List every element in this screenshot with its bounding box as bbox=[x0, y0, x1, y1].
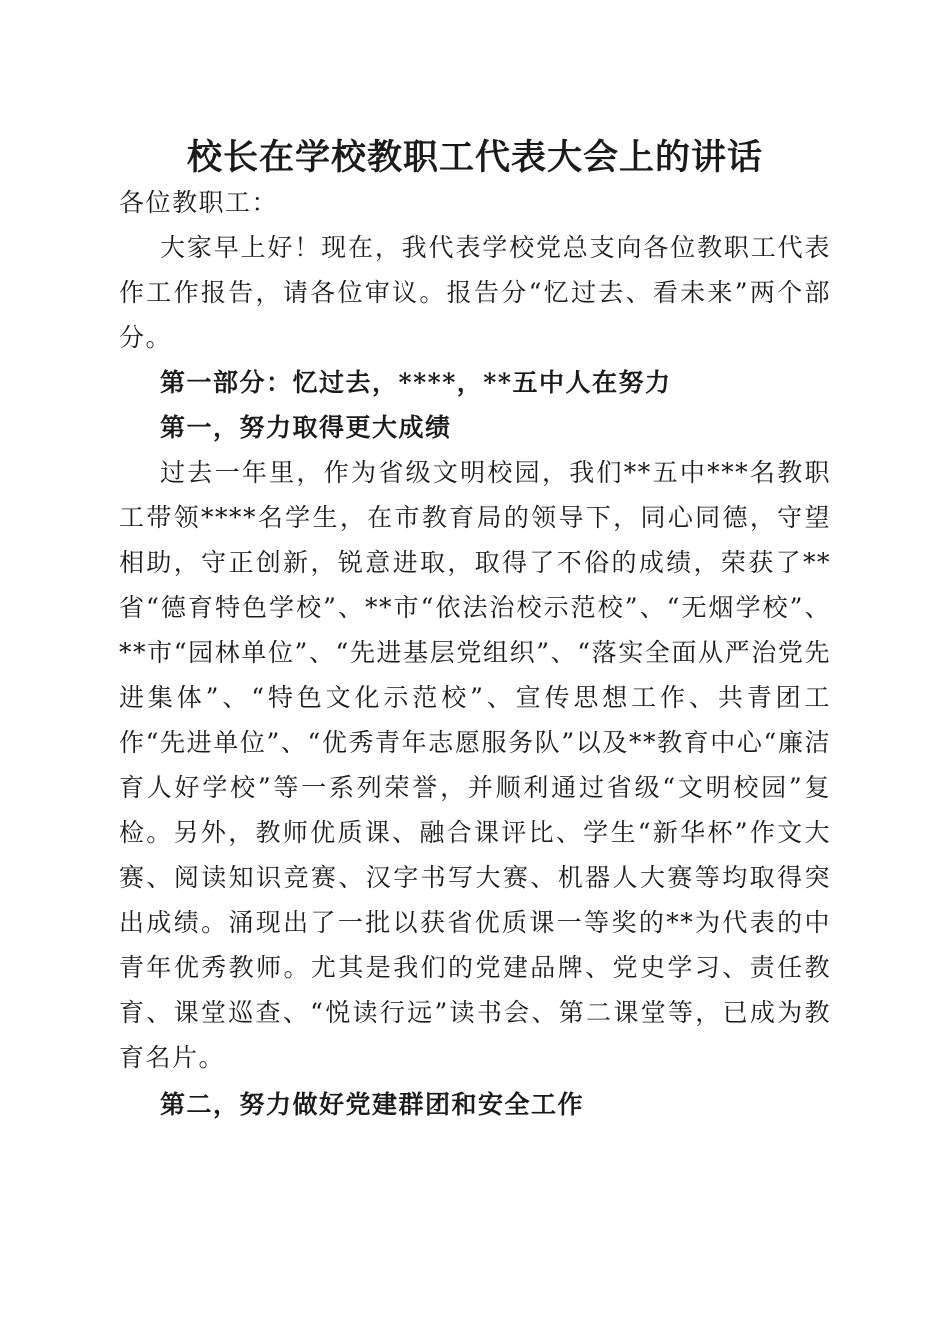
paragraph-achievements: 过去一年里，作为省级文明校园，我们**五中***名教职工带领****名学生，在市教育局的领导下，同心同德，守望相助，守正创新，锐意进取，取得了不俗的成绩，荣获了**省“德育特色学校”、**市“依法治校示范校”、“无烟学校”、**市“园林单位”、“先进基层党组织”、“落实全面从严治党先进集体”、“特色文化示范校”、宣传思想工作、共青团工作“先进单位”、“优秀青年志愿服务队”以及**教育中心“廉洁育人好学校”等一系列荣誉，并顺利通过省级“文明校园”复检。另外，教师优质课、融合课评比、学生“新华杯”作文大赛、阅读知识竞赛、汉字书写大赛、机器人大赛等均取得突出成绩。涌现出了一批以获省优质课一等奖的**为代表的中青年优秀教师。尤其是我们的党建品牌、党史学习、责任教育、课堂巡查、“悦读行远”读书会、第二课堂等，已成为教育名片。 bbox=[119, 458, 831, 1072]
subsection-heading-first: 第一，努力取得更大成绩 bbox=[160, 413, 452, 442]
document-title: 校长在学校教职工代表大会上的讲话 bbox=[186, 137, 763, 178]
paragraph-opening: 大家早上好！现在，我代表学校党总支向各位教职工代表作工作报告，请各位审议。报告分“忆过去、看未来”两个部分。 bbox=[119, 233, 831, 352]
subsection-heading-second: 第二，努力做好党建群团和安全工作 bbox=[160, 1090, 585, 1119]
document-body bbox=[119, 180, 831, 1127]
salutation: 各位教职工： bbox=[119, 188, 279, 217]
section-heading-part-one: 第一部分：忆过去，****，**五中人在努力 bbox=[160, 368, 672, 397]
